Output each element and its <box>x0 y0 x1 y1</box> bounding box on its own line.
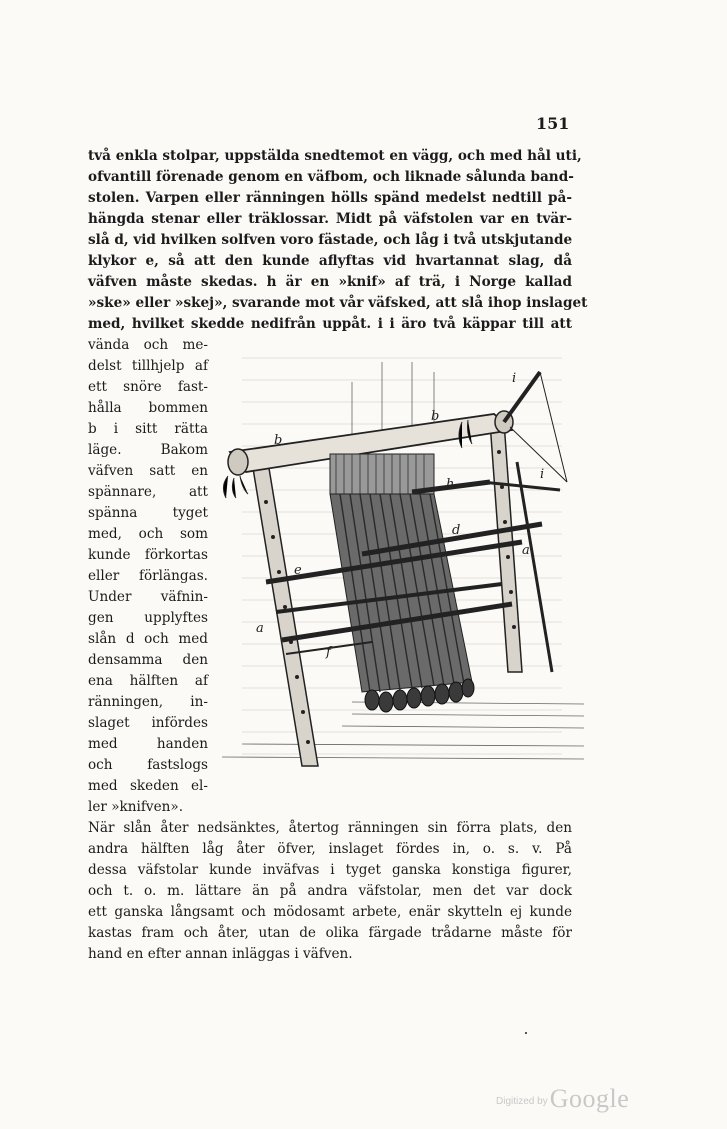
text-line: och t. o. m. lättare än på andra väfstolar, men det var dock <box>88 883 572 899</box>
loom-illustration <box>222 342 584 780</box>
text-line: När slån åter nedsänktes, återtog ränningen sin förra plats, den <box>88 820 572 836</box>
side-text-line: och fastslogs <box>88 757 208 773</box>
text-line: med, hvilket skedde nedifrån uppåt. i i äro två käppar till att <box>88 316 572 332</box>
text-line: hängda stenar eller träklossar. Midt på väfstolen var en tvär- <box>88 211 572 227</box>
side-text-line: läge. Bakom <box>88 442 208 458</box>
text-line: stolen. Varpen eller ränningen hölls spänd medelst nedtill på- <box>88 190 572 206</box>
side-text-line: eller förlängas. <box>88 568 208 584</box>
text-line: två enkla stolpar, uppstälda snedtemot en vägg, och med hål uti, <box>88 148 582 164</box>
figure-label-e: e <box>294 563 302 578</box>
figure-label-h: h <box>446 477 455 492</box>
side-text-line: spänna tyget <box>88 505 208 521</box>
figure-label-b: b <box>431 409 440 424</box>
text-line: kastas fram och åter, utan de olika färgade trådarne måste för <box>88 925 572 941</box>
side-text-line: ler »knifven». <box>88 799 184 815</box>
side-text-line: vända och me- <box>88 337 208 353</box>
figure-label-a: a <box>256 621 264 636</box>
watermark-brand: Google <box>549 1084 630 1113</box>
page-number: 151 <box>536 114 570 133</box>
text-line: ofvantill förenade genom en väfbom, och liknade sålunda band- <box>88 169 574 185</box>
text-line: »ske» eller »skej», svarande mot vår väfsked, att slå ihop inslaget <box>88 295 588 311</box>
figure-label-d: d <box>452 523 461 538</box>
text-line: slå d, vid hvilken solfven voro fästade, och låg i två utskjutande <box>88 232 573 248</box>
side-text-line: hålla bommen <box>88 400 208 416</box>
side-text-line: med skeden el- <box>88 778 208 794</box>
figure-label-i: i <box>540 467 545 482</box>
side-text-line: kunde förkortas <box>88 547 208 563</box>
watermark-prefix: Digitized by <box>496 1096 548 1107</box>
ink-speck <box>525 1032 527 1034</box>
text-line: ett ganska långsamt och mödosamt arbete, enär skytteln ej kunde <box>88 904 572 920</box>
side-text-line: ränningen, in- <box>88 694 208 710</box>
side-text-line: gen upplyftes <box>88 610 208 626</box>
figure-label-b: b <box>274 433 283 448</box>
side-text-line: ett snöre fast- <box>88 379 208 395</box>
side-text-line: slaget infördes <box>88 715 208 731</box>
side-text-line: b i sitt rätta <box>88 421 208 437</box>
side-text-line: med, och som <box>88 526 208 542</box>
figure-label-a: a <box>522 543 530 558</box>
text-line: dessa väfstolar kunde inväfvas i tyget ganska konstiga figurer, <box>88 862 572 878</box>
text-line: väfven måste skedas. h är en »knif» af trä, i Norge kallad <box>88 274 572 290</box>
text-line: hand en efter annan inläggas i väfven. <box>88 946 353 962</box>
side-text-line: ena hälften af <box>88 673 208 689</box>
side-text-line: densamma den <box>88 652 208 668</box>
figure-label-i: i <box>512 371 517 386</box>
side-text-line: slån d och med <box>88 631 208 647</box>
text-line: andra hälften låg åter öfver, inslaget fördes in, o. s. v. På <box>88 841 572 857</box>
text-line: klykor e, så att den kunde aflyftas vid hvartannat slag, då <box>88 253 572 269</box>
digitized-watermark <box>496 1084 629 1114</box>
side-text-line: spännare, att <box>88 484 208 500</box>
figure-label-f: f <box>326 645 331 660</box>
side-text-line: delst tillhjelp af <box>88 358 208 374</box>
side-text-line: väfven satt en <box>88 463 208 479</box>
side-text-line: Under väfnin- <box>88 589 208 605</box>
side-text-line: med handen <box>88 736 208 752</box>
